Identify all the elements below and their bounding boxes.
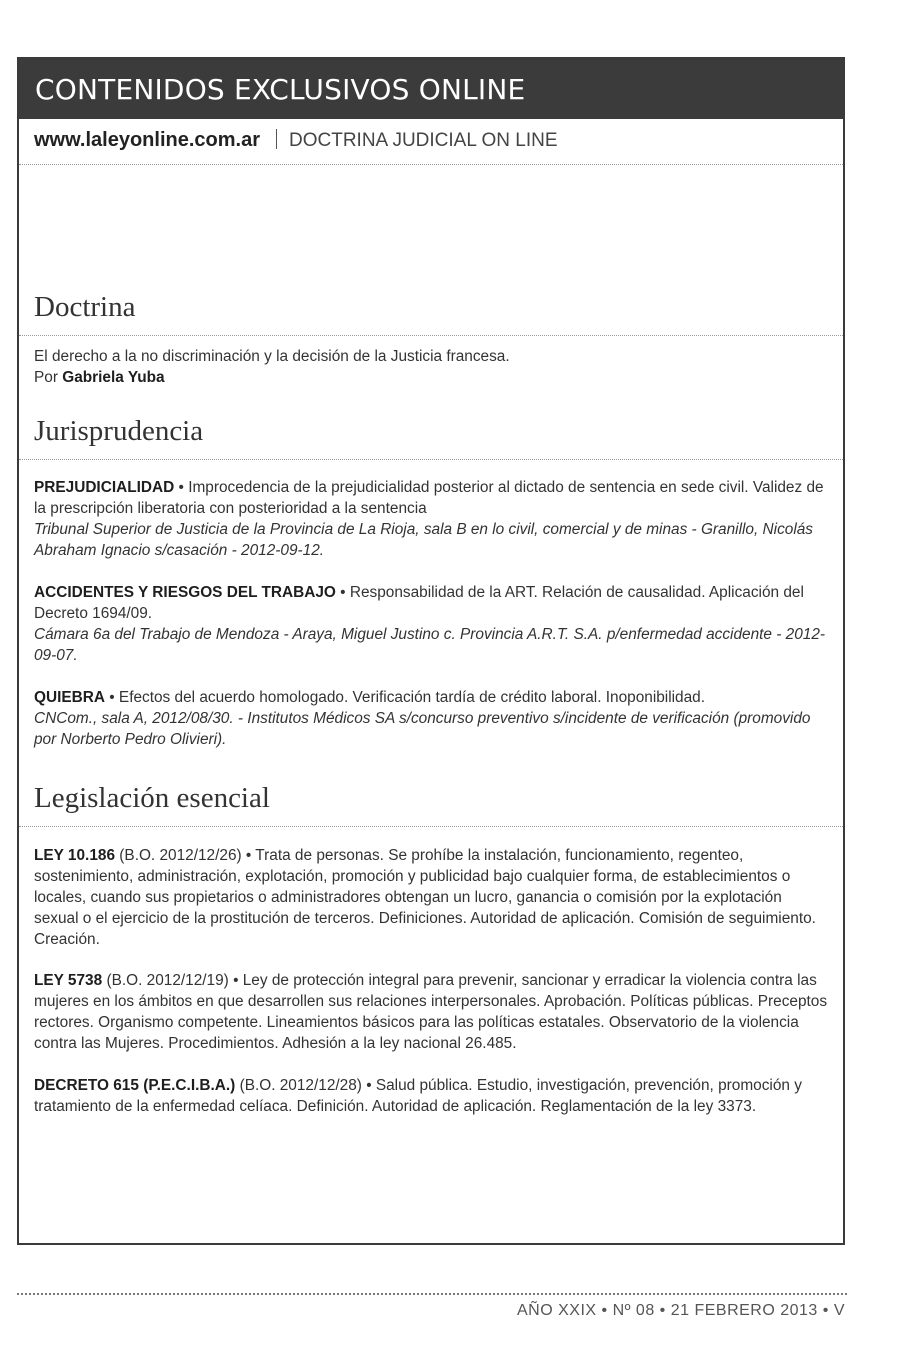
divider (19, 826, 843, 827)
by-label: Por (34, 369, 58, 386)
site-section: DOCTRINA JUDICIAL ON LINE (289, 130, 558, 151)
author-name: Gabriela Yuba (62, 369, 165, 386)
banner (19, 59, 843, 119)
entry-text: • Trata de personas. Se prohíbe la instalación, funcionamiento, regenteo, sostenimiento, administración, explotación, promoción y publicidad bajo cualquier forma, de establecimientos o locales, cuando sus propietarios o administradores obtengan un lucro, ganancia o comisión por la explotación sexual o el ejercicio de la prostitución de terceros. Definiciones. Autoridad de aplicación. Comisión de seguimiento. Creación. (34, 847, 816, 948)
entry-text: • Salud pública. Estudio, investigación, prevención, promoción y tratamiento de la enfermedad celíaca. Definición. Autoridad de aplicación. Reglamentación de la ley 3373. (34, 1077, 802, 1115)
legislacion-entry[interactable] (34, 970, 829, 1054)
entry-citation: CNCom., sala A, 2012/08/30. - Institutos Médicos SA s/concurso preventivo s/incidente de verificación (promovido por Norberto Pedro Olivieri). (34, 710, 811, 748)
legislacion-entry[interactable] (34, 845, 829, 950)
entry-tag: LEY 5738 (34, 972, 103, 989)
jurisprudencia-entry[interactable] (34, 582, 829, 666)
jurisprudencia-entry[interactable] (34, 687, 829, 750)
section-heading-jurisprudencia: Jurisprudencia (34, 415, 204, 447)
footer-divider (17, 1293, 847, 1295)
entry-tag: ACCIDENTES Y RIESGOS DEL TRABAJO (34, 584, 336, 601)
entry-summary: • Improcedencia de la prejudicialidad posterior al dictado de sentencia en sede civil. Validez de la prescripción liberatoria con posterioridad a la sentencia (34, 479, 824, 517)
doctrina-byline (34, 367, 829, 388)
content-box (17, 57, 845, 1245)
site-url[interactable]: www.laleyonline.com.ar (34, 129, 260, 151)
banner-title: CONTENIDOS EXCLUSIVOS ONLINE (35, 73, 526, 106)
divider (19, 335, 843, 336)
section-heading-doctrina: Doctrina (34, 291, 136, 323)
site-row (34, 129, 558, 152)
entry-citation: Cámara 6a del Trabajo de Mendoza - Araya, Miguel Justino c. Provincia A.R.T. S.A. p/enfermedad accidente - 2012-09-07. (34, 626, 826, 664)
entry-bo: (B.O. 2012/12/28) (239, 1077, 362, 1094)
jurisprudencia-entry[interactable] (34, 477, 829, 561)
footer-issue-info: AÑO XXIX • Nº 08 • 21 FEBRERO 2013 • V (517, 1302, 845, 1319)
separator (276, 129, 277, 149)
entry-tag: DECRETO 615 (P.E.C.I.B.A.) (34, 1077, 236, 1094)
entry-bo: (B.O. 2012/12/26) (119, 847, 242, 864)
doctrina-entry (34, 346, 829, 388)
entry-summary: • Responsabilidad de la ART. Relación de causalidad. Aplicación del Decreto 1694/09. (34, 584, 804, 622)
entry-tag: PREJUDICIALIDAD (34, 479, 175, 496)
doctrina-title[interactable]: El derecho a la no discriminación y la decisión de la Justicia francesa. (34, 348, 510, 365)
entry-summary: • Efectos del acuerdo homologado. Verificación tardía de crédito laboral. Inoponibilidad. (109, 689, 706, 706)
entry-text: • Ley de protección integral para prevenir, sancionar y erradicar la violencia contra las mujeres en los ámbitos en que desarrollen sus relaciones interpersonales. Aprobación. Políticas públicas. Preceptos rectores. Organismo competente. Lineamientos básicos para las políticas estatales. Observatorio de la violencia contra las Mujeres. Procedimientos. Adhesión a la ley nacional 26.485. (34, 972, 828, 1052)
legislacion-entry[interactable] (34, 1075, 829, 1117)
entry-tag: LEY 10.186 (34, 847, 116, 864)
divider (19, 164, 843, 165)
entry-citation: Tribunal Superior de Justicia de la Provincia de La Rioja, sala B en lo civil, comercial y de minas - Granillo, Nicolás Abraham Ignacio s/casación - 2012-09-12. (34, 521, 813, 559)
section-heading-legislacion: Legislación esencial (34, 782, 270, 814)
entry-tag: QUIEBRA (34, 689, 105, 706)
entry-bo: (B.O. 2012/12/19) (106, 972, 229, 989)
divider (19, 459, 843, 460)
